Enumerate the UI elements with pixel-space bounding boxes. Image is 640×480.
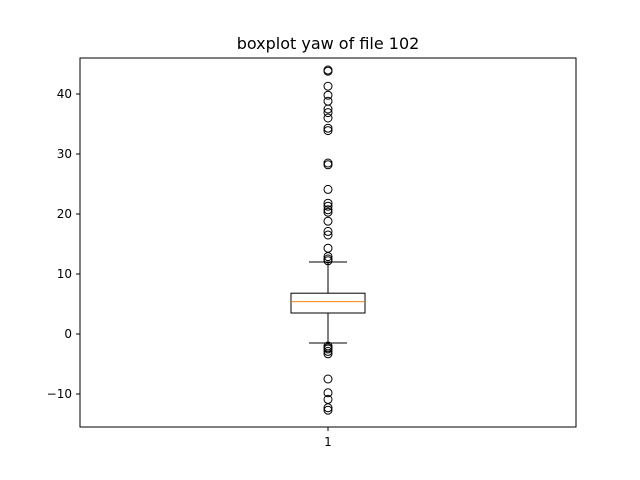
y-tick-label: 30: [56, 147, 72, 161]
outlier-point: [324, 82, 332, 90]
iqr-box: [291, 293, 365, 313]
y-tick-label: −10: [46, 387, 72, 401]
plot-area: [291, 66, 365, 414]
x-tick-label: 1: [324, 435, 332, 449]
outlier-point: [324, 161, 332, 169]
outlier-point: [324, 185, 332, 193]
chart-title: boxplot yaw of file 102: [236, 34, 420, 53]
y-tick-label: 0: [64, 327, 72, 341]
y-tick-label: 40: [56, 87, 72, 101]
y-tick-label: 20: [56, 207, 72, 221]
outlier-point: [324, 114, 332, 122]
outlier-point: [324, 159, 332, 167]
axes: [47, 58, 576, 449]
outlier-point: [324, 375, 332, 383]
outlier-point: [324, 217, 332, 225]
outlier-point: [324, 97, 332, 105]
y-tick-label: 10: [56, 267, 72, 281]
outlier-point: [324, 244, 332, 252]
